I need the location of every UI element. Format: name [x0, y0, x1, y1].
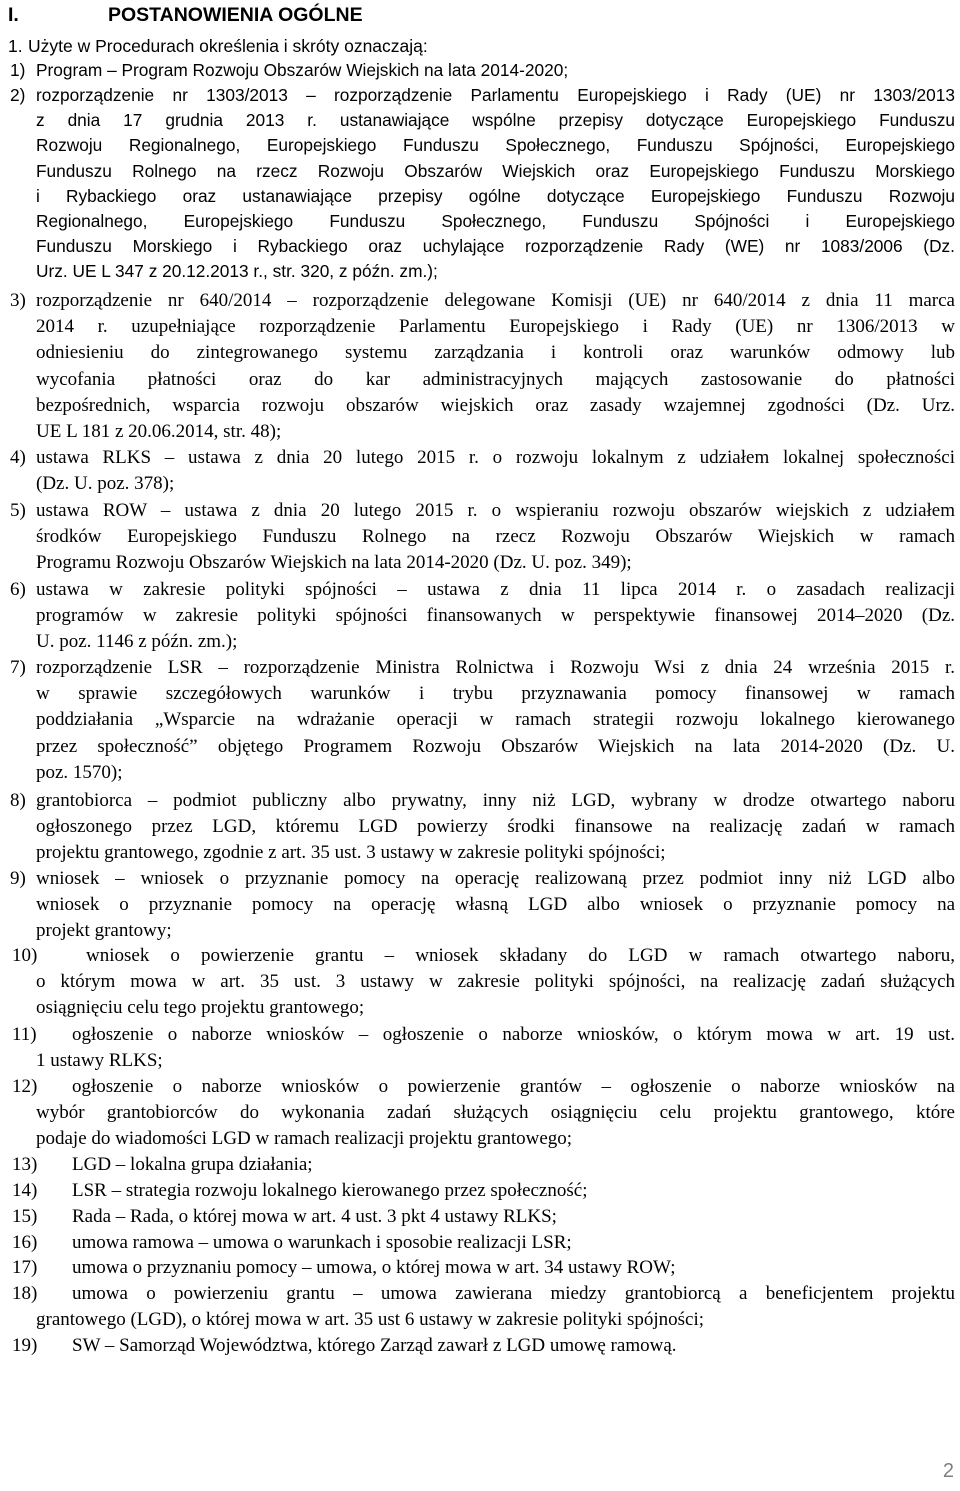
list-item	[10, 866, 955, 945]
list-item-line: Funduszu Rolnego na rzecz Rozwoju Obszarów Wiejskich oraz Europejskiego Funduszu Morskiego	[36, 160, 955, 181]
list-item-line: projekt grantowy;	[36, 920, 172, 942]
list-item-line: Rozwoju Regionalnego, Europejskiego Funduszu Społecznego, Funduszu Spójności, Europejskiego	[36, 135, 955, 156]
paragraph-intro	[8, 34, 428, 58]
list-item-number: 4)	[10, 447, 26, 468]
list-item-number: 11)	[12, 1024, 37, 1045]
list-item-line: przez społeczność” objętego Programem Rozwoju Obszarów Wiejskich na lata 2014-2020 (Dz. U.	[36, 735, 955, 757]
list-item	[10, 288, 955, 445]
list-item-line: o którym mowa w art. 35 ust. 3 ustawy w zakresie polityki spójności, na realizację zadań służących	[36, 971, 955, 993]
list-item	[10, 1230, 955, 1256]
list-item-line: z dnia 17 grudnia 2013 r. ustanawiające wspólne przepisy dotyczące Europejskiego Funduszu	[36, 110, 955, 131]
list-item	[10, 1074, 955, 1153]
list-item-line: ogłoszonego przez LGD, któremu LGD powierzy środki finansowe na realizację zadań w ramach	[36, 816, 955, 838]
list-item-line: podaje do wiadomości LGD w ramach realizacji projektu grantowego;	[36, 1128, 573, 1150]
list-item	[10, 577, 955, 656]
list-item-line: bezpośrednich, wsparcia rozwoju obszarów wiejskich oraz zasady wzajemnej zgodności (Dz. Urz.	[36, 394, 955, 416]
list-item-line: UE L 181 z 20.06.2014, str. 48);	[36, 421, 282, 443]
section-heading	[8, 2, 363, 28]
list-item-number: 18)	[12, 1283, 38, 1304]
list-item	[10, 1255, 955, 1281]
list-item-line: ustawa RLKS – ustawa z dnia 20 lutego 2015 r. o rozwoju lokalnym z udziałem lokalnej społeczności	[36, 447, 955, 468]
paragraph-number: 1.	[8, 36, 23, 56]
paragraph-intro-text: Użyte w Procedurach określenia i skróty oznaczają:	[28, 36, 428, 56]
list-item-line: grantobiorca – podmiot publiczny albo prywatny, inny niż LGD, wybrany w drodze otwartego naboru	[36, 790, 955, 811]
list-item-number: 15)	[12, 1206, 38, 1227]
list-item-number: 16)	[12, 1232, 38, 1253]
section-title: POSTANOWIENIA OGÓLNE	[108, 4, 363, 26]
list-item-line: ustawa w zakresie polityki spójności – ustawa z dnia 11 lipca 2014 r. o zasadach realizacji	[36, 579, 955, 600]
list-item-line: U. poz. 1146 z późn. zm.);	[36, 631, 238, 653]
list-item	[10, 1281, 955, 1333]
list-item-line: ogłoszenie o naborze wniosków o powierzenie grantów – ogłoszenie o naborze wniosków na	[72, 1076, 955, 1097]
list-item-number: 6)	[10, 579, 26, 600]
list-item-line: LSR – strategia rozwoju lokalnego kierowanego przez społeczność;	[72, 1180, 588, 1201]
list-item-line: w sprawie szczegółowych warunków i trybu przyznawania pomocy finansowej w ramach	[36, 683, 955, 705]
list-item-line: ustawa ROW – ustawa z dnia 20 lutego 2015 r. o wspieraniu rozwoju obszarów wiejskich z udziałem	[36, 500, 955, 521]
list-item-line: 1 ustawy RLKS;	[36, 1050, 163, 1072]
list-item-number: 5)	[10, 500, 26, 521]
list-item-line: osiągnięciu celu tego projektu grantowego;	[36, 997, 365, 1019]
list-item	[10, 445, 955, 497]
list-item-number: 2)	[10, 85, 26, 105]
list-item	[10, 655, 955, 786]
list-item-line: 2014 r. uzupełniające rozporządzenie Parlamentu Europejskiego i Rady (UE) nr 1306/2013 w	[36, 316, 955, 338]
list-item-line: Regionalnego, Europejskiego Funduszu Społecznego, Funduszu Spójności i Europejskiego	[36, 211, 955, 232]
list-item-number: 8)	[10, 790, 26, 811]
list-item-line: odniesieniu do zintegrowanego systemu zarządzania i kontroli oraz warunków odmowy lub	[36, 342, 955, 364]
list-item-number: 19)	[12, 1335, 38, 1356]
list-item-line: (Dz. U. poz. 378);	[36, 473, 175, 495]
list-item-number: 9)	[10, 868, 26, 889]
list-item-line: Program – Program Rozwoju Obszarów Wiejskich na lata 2014-2020;	[36, 60, 569, 80]
list-item	[10, 1178, 955, 1204]
list-item-line: wybór grantobiorców do wykonania zadań służących osiągnięciu celu projektu grantowego, które	[36, 1102, 955, 1124]
list-item-line: umowa o przyznaniu pomocy – umowa, o której mowa w art. 34 ustawy ROW;	[72, 1257, 676, 1278]
list-item	[10, 1204, 955, 1230]
list-item-line: LGD – lokalna grupa działania;	[72, 1154, 313, 1175]
list-item-number: 17)	[12, 1257, 38, 1278]
list-item	[10, 83, 955, 285]
list-item-line: wniosek – wniosek o przyznanie pomocy na operację realizowaną przez podmiot inny niż LGD albo	[36, 868, 955, 889]
list-item-line: ogłoszenie o naborze wniosków – ogłoszenie o naborze wniosków, o którym mowa w art. 19 ust.	[72, 1024, 955, 1045]
list-item	[10, 498, 955, 577]
list-item-line: rozporządzenie nr 1303/2013 – rozporządzenie Parlamentu Europejskiego i Rady (UE) nr 1303/2013	[36, 85, 955, 105]
list-item-line: i Rybackiego oraz ustanawiające przepisy ogólne dotyczące Europejskiego Funduszu Rozwoju	[36, 185, 955, 206]
list-item-line: Urz. UE L 347 z 20.12.2013 r., str. 320, z późn. zm.);	[36, 261, 438, 282]
list-item-line: rozporządzenie LSR – rozporządzenie Ministra Rolnictwa i Rozwoju Wsi z dnia 24 września 2015 r.	[36, 657, 955, 678]
list-item-line: Rada – Rada, o której mowa w art. 4 ust. 3 pkt 4 ustawy RLKS;	[72, 1206, 557, 1227]
list-item-line: wniosek o przyznanie pomocy na operację własną LGD albo wniosek o przyznanie pomocy na	[36, 894, 955, 916]
list-item-number: 13)	[12, 1154, 38, 1175]
list-item-line: wniosek o powierzenie grantu – wniosek składany do LGD w ramach otwartego naboru,	[86, 945, 955, 966]
list-item-line: rozporządzenie nr 640/2014 – rozporządzenie delegowane Komisji (UE) nr 640/2014 z dnia 11 marca	[36, 290, 955, 311]
list-item-line: projektu grantowego, zgodnie z art. 35 ust. 3 ustawy w zakresie polityki spójności;	[36, 842, 666, 864]
list-item-line: wycofania płatności oraz do kar administracyjnych mających zastosowanie do płatności	[36, 368, 955, 390]
section-numeral: I.	[8, 4, 19, 26]
list-item-line: programów w zakresie polityki spójności finansowanych w perspektywie finansowej 2014–2020 (Dz.	[36, 605, 955, 627]
list-item-line: umowa o powierzeniu grantu – umowa zawierana miedzy grantobiorcą a beneficjentem projektu	[72, 1283, 955, 1304]
list-item	[10, 1152, 955, 1178]
list-item-number: 3)	[10, 290, 26, 311]
list-item-number: 10)	[12, 945, 38, 966]
list-item-line: grantowego (LGD), o której mowa w art. 35 ust 6 ustawy w zakresie polityki spójności;	[36, 1309, 705, 1331]
list-item-number: 12)	[12, 1076, 38, 1097]
list-item-line: umowa ramowa – umowa o warunkach i sposobie realizacji LSR;	[72, 1232, 572, 1253]
list-item	[10, 943, 955, 1022]
list-item	[10, 788, 955, 867]
list-item-line: Funduszu Morskiego i Rybackiego oraz uchylające rozporządzenie Rady (WE) nr 1083/2006 (Dz.	[36, 236, 955, 257]
list-item-line: środków Europejskiego Funduszu Rolnego na rzecz Rozwoju Obszarów Wiejskich w ramach	[36, 526, 955, 548]
list-item	[10, 1333, 955, 1359]
list-item	[10, 58, 955, 83]
list-item-number: 1)	[10, 60, 26, 80]
page-number: 2	[942, 1460, 954, 1482]
list-item	[10, 1022, 955, 1074]
list-item-number: 7)	[10, 657, 26, 678]
list-item-line: SW – Samorząd Województwa, którego Zarząd zawarł z LGD umowę ramową.	[72, 1335, 677, 1356]
list-item-line: poz. 1570);	[36, 761, 123, 783]
list-item-line: Programu Rozwoju Obszarów Wiejskich na lata 2014-2020 (Dz. U. poz. 349);	[36, 552, 632, 574]
list-item-line: poddziałania „Wsparcie na wdrażanie operacji w ramach strategii rozwoju lokalnego kierowanego	[36, 709, 955, 731]
list-item-number: 14)	[12, 1180, 38, 1201]
